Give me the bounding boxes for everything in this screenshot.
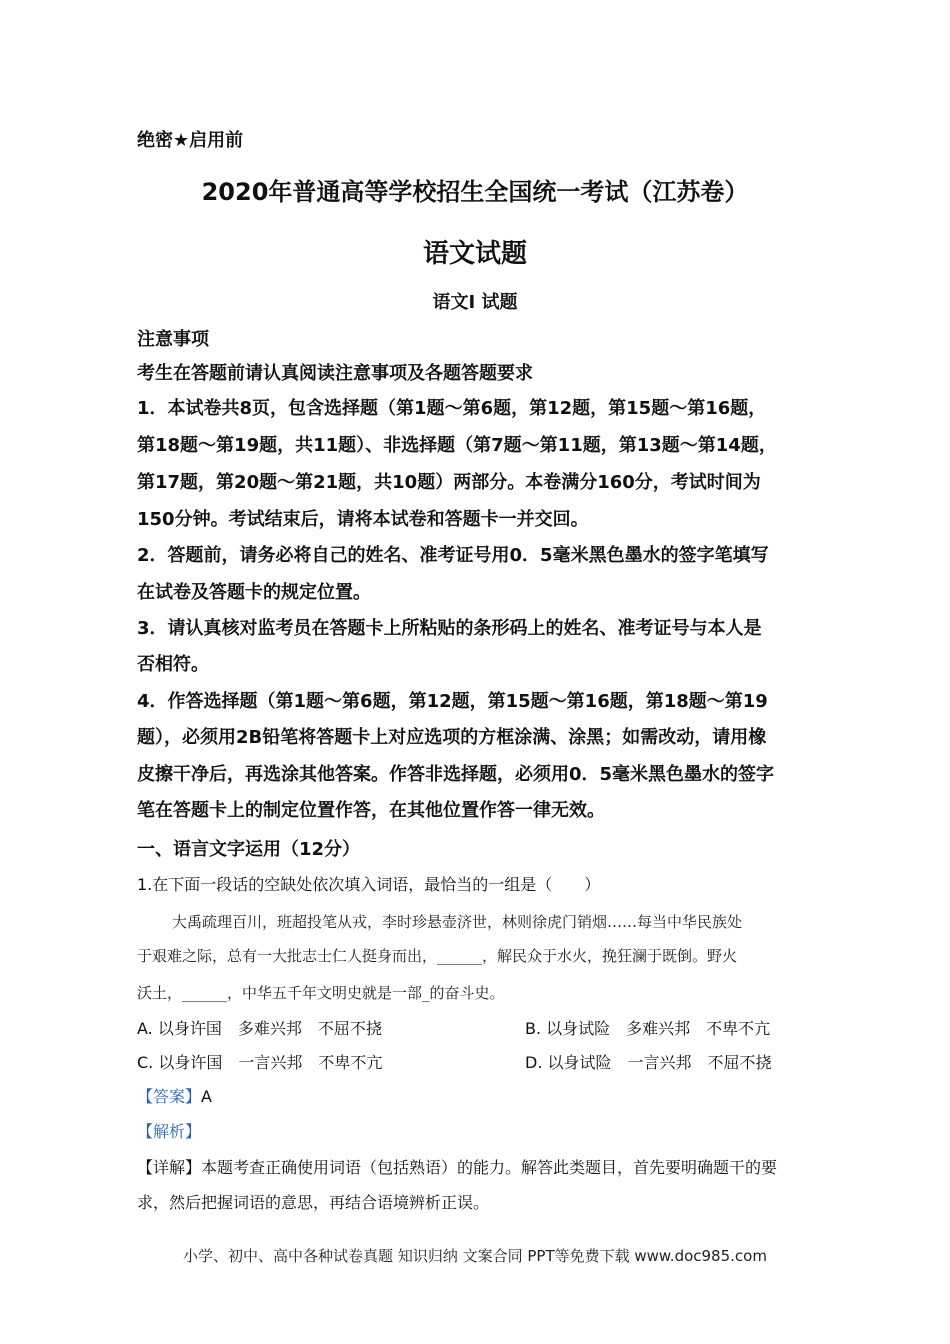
notice-line: 第17题，第20题～第21题，共10题）两部分。本卷满分160分，考试时间为 [137,472,761,493]
detail-line: 【详解】本题考查正确使用词语（包括熟语）的能力。解答此类题目，首先要明确题干的要 [137,1158,778,1177]
notice-line: 第18题～第19题，共11题）、非选择题（第7题～第11题，第13题～第14题， [137,435,777,456]
answer-value: A [201,1087,212,1106]
notice-line: 否相符。 [137,654,209,675]
notice-line: 笔在答题卡上的制定位置作答，在其他位置作答一律无效。 [137,800,605,821]
notice-line: 1．本试卷共8页，包含选择题（第1题～第6题，第12题，第15题～第16题， [137,398,767,419]
option-d: D. 以身试险 一言兴邦 不屈不挠 [525,1053,772,1072]
notice-line: 题），必须用2B铅笔将答题卡上对应选项的方框涂满、涂黑；如需改动，请用橡 [137,727,767,748]
notice-line: 2．答题前，请务必将自己的姓名、准考证号用0．5毫米黑色墨水的签字笔填写 [137,545,769,566]
passage-line: 沃土，______，中华五千年文明史就是一部_的奋斗史。 [137,984,505,1002]
exam-title: 2020年普通高等学校招生全国统一考试（江苏卷） [201,178,749,206]
confidential-label: 绝密★启用前 [137,130,244,151]
part-title: 一、语言文字运用（12分） [137,839,361,860]
notice-line: 在试卷及答题卡的规定位置。 [137,582,371,603]
section-title: 语文Ⅰ 试题 [432,292,518,313]
exam-subtitle: 语文试题 [422,239,527,269]
analysis-tag: 【解析】 [137,1122,202,1141]
question-stem: 1.在下面一段话的空缺处依次填入词语，最恰当的一组是（ ） [137,875,601,894]
passage-line: 大禹疏理百川，班超投笔从戎，李时珍悬壶济世，林则徐虎门销烟……每当中华民族处 [172,913,743,931]
notice-line: 4．作答选择题（第1题～第6题，第12题，第15题～第16题，第18题～第19 [137,691,768,712]
footer-text: 小学、初中、高中各种试卷真题 知识归纳 文案合同 PPT等免费下载 www.doc985.com [183,1247,767,1265]
notice-heading: 注意事项 [137,329,209,350]
notice-line: 皮擦干净后，再选涂其他答案。作答非选择题，必须用0．5毫米黑色墨水的签字 [137,764,775,785]
answer-tag: 【答案】 [137,1087,202,1106]
notice-line: 150分钟。考试结束后，请将本试卷和答题卡一并交回。 [137,509,589,530]
option-b: B. 以身试险 多难兴邦 不卑不亢 [525,1019,771,1038]
notice-line: 3．请认真核对监考员在答题卡上所粘贴的条形码上的姓名、准考证号与本人是 [137,618,762,639]
option-a: A. 以身许国 多难兴邦 不屈不挠 [137,1019,382,1038]
passage-line: 于艰难之际，总有一大批志士仁人挺身而出，______，解民众于水火，挽狂澜于既倒。野火 [137,947,738,965]
notice-intro: 考生在答题前请认真阅读注意事项及各题答题要求 [137,363,533,384]
answer-row [137,1084,212,1107]
detail-line: 求，然后把握词语的意思，再结合语境辨析正误。 [137,1193,490,1212]
option-c: C. 以身许国 一言兴邦 不卑不亢 [137,1053,383,1072]
